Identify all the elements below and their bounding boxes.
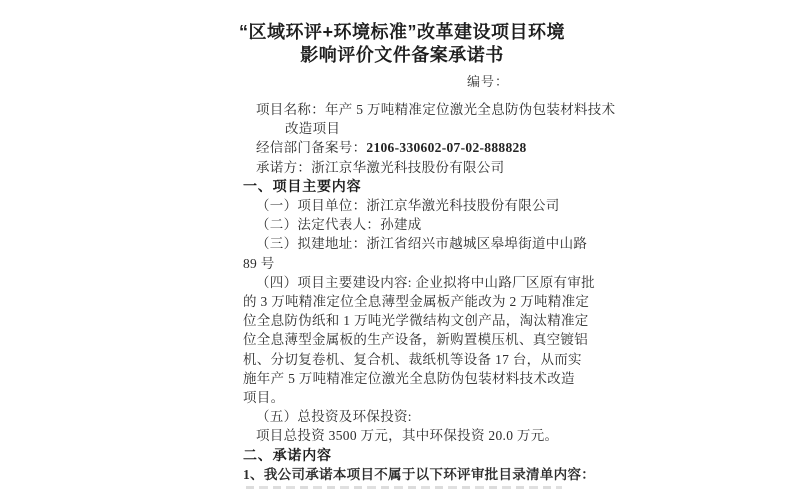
item-4-content-line-4: 位全息薄型金属板的生产设备，新购置模压机、真空镀铝: [243, 332, 588, 348]
serial-number-label: 编号：: [467, 74, 510, 89]
item-4-content-line-6: 施年产 5 万吨精准定位激光全息防伪包装材料技术改造: [243, 370, 575, 386]
investment-amount-line: 项目总投资 3500 万元，其中环保投资 20.0 万元。: [256, 428, 559, 444]
item-3-address-line: （三）拟建地址：浙江省绍兴市越城区皋埠街道中山路: [256, 236, 588, 252]
filing-number-label: 经信部门备案号：: [256, 140, 367, 156]
commitment-item-1-line: 1、我公司承诺本项目不属于以下环评审批目录清单内容：: [243, 466, 596, 482]
item-4-content-line-1: （四）项目主要建设内容: 企业拟将中山路厂区原有审批: [256, 274, 595, 290]
item-3-address-wrap-line: 89 号: [243, 255, 275, 271]
item-5-investment-heading-line: （五）总投资及环保投资:: [256, 409, 412, 425]
document-body: [243, 100, 616, 484]
filing-number-line: [243, 138, 583, 157]
project-name-line: 项目名称：年产 5 万吨精准定位激光全息防伪包装材料技术: [256, 102, 616, 117]
item-4-content-line-2: 的 3 万吨精准定位全息薄型金属板产能改为 2 万吨精准定: [243, 294, 590, 310]
filing-number-value: 2106-330602-07-02-888828: [366, 140, 527, 156]
item-4-content-line-3: 位全息防伪纸和 1 万吨光学微结构文创产品，淘汰精准定: [243, 313, 589, 329]
committer-line: 承诺方：浙江京华激光科技股份有限公司: [256, 159, 505, 175]
next-line-clipped-hint: [246, 486, 562, 489]
item-1-project-unit-line: （一）项目单位：浙江京华激光科技股份有限公司: [256, 198, 560, 214]
item-4-content-line-5: 机、分切复卷机、复合机、裁纸机等设备 17 台，从而实: [243, 351, 582, 367]
item-4-content-line-7: 项目。: [243, 390, 285, 406]
document-title: [212, 21, 592, 67]
section-1-heading: 一、项目主要内容: [243, 177, 362, 194]
project-name-wrap-line: 改造项目: [285, 121, 341, 137]
item-2-legal-representative-line: （二）法定代表人：孙建成: [256, 217, 422, 233]
document-title-line1: “区域环评+环境标准”改革建设项目环境: [238, 22, 565, 42]
section-2-heading: 二、承诺内容: [243, 446, 332, 463]
document-title-line2: 影响评价文件备案承诺书: [300, 45, 504, 65]
